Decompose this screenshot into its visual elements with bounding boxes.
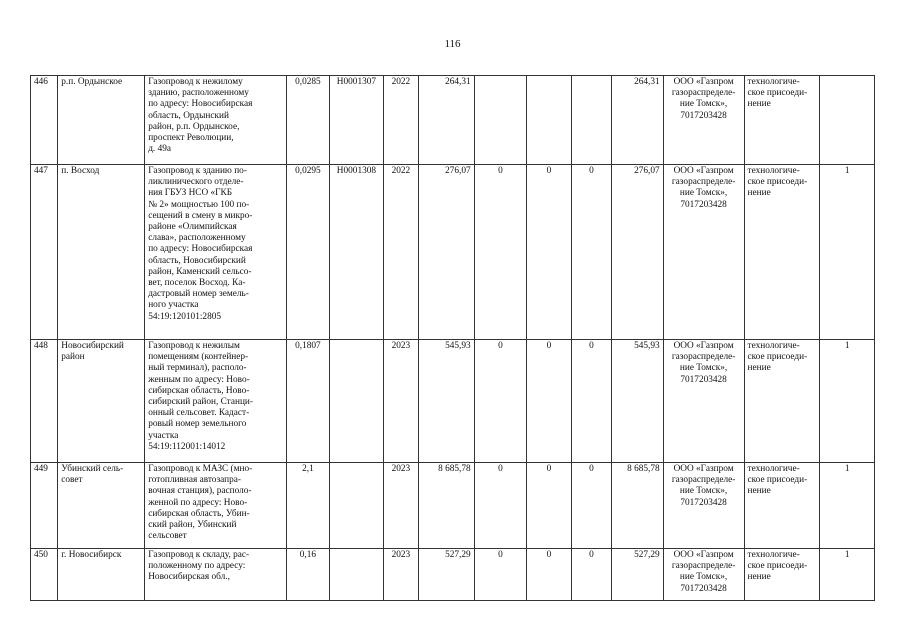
- organization-cell: ООО «Газпром газораспределе- ние Томск», 7017203428: [663, 76, 744, 165]
- table-row: [31, 165, 875, 340]
- year-cell: 2023: [383, 549, 418, 601]
- value-cell-3: 0: [571, 340, 611, 463]
- description-cell: Газопровод к зданию по- ликлинического отделе- ния ГБУЗ НСО «ГКБ № 2» мощностью 100 по- сещений в смену в микро- районе «Олимпийская слава», расположенному по адресу: Новосибирская область, Новосибирский район, Каменский сельсо- вет, поселок Восход. Ка- дастровый номер земель- ного участка 54:19:120101:2805: [145, 165, 287, 340]
- settlement-cell: п. Восход: [58, 165, 145, 340]
- organization-cell: ООО «Газпром газораспределе- ние Томск», 7017203428: [663, 549, 744, 601]
- row-number: 450: [31, 549, 58, 601]
- length-cell: 0,1807: [286, 340, 329, 463]
- amount-cell: 276,07: [419, 165, 475, 340]
- total-cell: 8 685,78: [612, 463, 664, 549]
- gas-pipeline-table: [30, 75, 875, 601]
- description-cell: Газопровод к нежилым помещениям (контейнер- ный терминал), располо- женным по адресу: Ново- сибирская область, Ново- сибирский район, Станци- онный сельсовет. Кадаст- ровый номер земельного участка 54:19:112001:14012: [145, 340, 287, 463]
- value-cell-3: 0: [571, 463, 611, 549]
- value-cell-2: 0: [527, 463, 571, 549]
- organization-cell: ООО «Газпром газораспределе- ние Томск», 7017203428: [663, 340, 744, 463]
- value-cell-1: 0: [474, 165, 527, 340]
- code-cell: [330, 463, 384, 549]
- page-number: 116: [444, 38, 461, 50]
- amount-cell: 545,93: [419, 340, 475, 463]
- settlement-cell: р.п. Ордынское: [58, 76, 145, 165]
- total-cell: 545,93: [612, 340, 664, 463]
- year-cell: 2022: [383, 165, 418, 340]
- table-row: [31, 463, 875, 549]
- table-body: [31, 76, 875, 601]
- code-cell: [330, 340, 384, 463]
- year-cell: 2022: [383, 76, 418, 165]
- value-cell-3: [571, 76, 611, 165]
- amount-cell: 8 685,78: [419, 463, 475, 549]
- settlement-cell: Убинский сель- совет: [58, 463, 145, 549]
- quantity-cell: 1: [820, 549, 875, 601]
- quantity-cell: 1: [820, 463, 875, 549]
- code-cell: Н0001307: [330, 76, 384, 165]
- row-number: 447: [31, 165, 58, 340]
- length-cell: 2,1: [286, 463, 329, 549]
- quantity-cell: 1: [820, 165, 875, 340]
- settlement-cell: Новосибирский район: [58, 340, 145, 463]
- settlement-cell: г. Новосибирск: [58, 549, 145, 601]
- length-cell: 0,0295: [286, 165, 329, 340]
- year-cell: 2023: [383, 463, 418, 549]
- purpose-cell: технологиче- ское присоеди- нение: [744, 76, 820, 165]
- code-cell: Н0001308: [330, 165, 384, 340]
- total-cell: 527,29: [612, 549, 664, 601]
- description-cell: Газопровод к складу, рас- положенному по адресу: Новосибирская обл.,: [145, 549, 287, 601]
- length-cell: 0,16: [286, 549, 329, 601]
- purpose-cell: технологиче- ское присоеди- нение: [744, 340, 820, 463]
- table-row: [31, 340, 875, 463]
- purpose-cell: технологиче- ское присоеди- нение: [744, 463, 820, 549]
- value-cell-2: 0: [527, 340, 571, 463]
- table-row: [31, 549, 875, 601]
- amount-cell: 264,31: [419, 76, 475, 165]
- row-number: 448: [31, 340, 58, 463]
- value-cell-1: 0: [474, 549, 527, 601]
- amount-cell: 527,29: [419, 549, 475, 601]
- length-cell: 0,0285: [286, 76, 329, 165]
- row-number: 446: [31, 76, 58, 165]
- value-cell-2: 0: [527, 165, 571, 340]
- purpose-cell: технологиче- ское присоеди- нение: [744, 165, 820, 340]
- value-cell-1: [474, 76, 527, 165]
- total-cell: 276,07: [612, 165, 664, 340]
- quantity-cell: [820, 76, 875, 165]
- value-cell-2: 0: [527, 549, 571, 601]
- row-number: 449: [31, 463, 58, 549]
- code-cell: [330, 549, 384, 601]
- purpose-cell: технологиче- ское присоеди- нение: [744, 549, 820, 601]
- organization-cell: ООО «Газпром газораспределе- ние Томск», 7017203428: [663, 463, 744, 549]
- organization-cell: ООО «Газпром газораспределе- ние Томск», 7017203428: [663, 165, 744, 340]
- quantity-cell: 1: [820, 340, 875, 463]
- description-cell: Газопровод к МАЗС (мно- готопливная автозапра- вочная станция), располо- женной по адресу: Ново- сибирская область, Убин- ский район, Убинский сельсовет: [145, 463, 287, 549]
- value-cell-3: 0: [571, 165, 611, 340]
- year-cell: 2023: [383, 340, 418, 463]
- value-cell-2: [527, 76, 571, 165]
- description-cell: Газопровод к нежилому зданию, расположенному по адресу: Новосибирская область, Ордынский район, р.п. Ордынское, проспект Революции, д. 49а: [145, 76, 287, 165]
- value-cell-1: 0: [474, 340, 527, 463]
- value-cell-3: 0: [571, 549, 611, 601]
- value-cell-1: 0: [474, 463, 527, 549]
- total-cell: 264,31: [612, 76, 664, 165]
- table-row: [31, 76, 875, 165]
